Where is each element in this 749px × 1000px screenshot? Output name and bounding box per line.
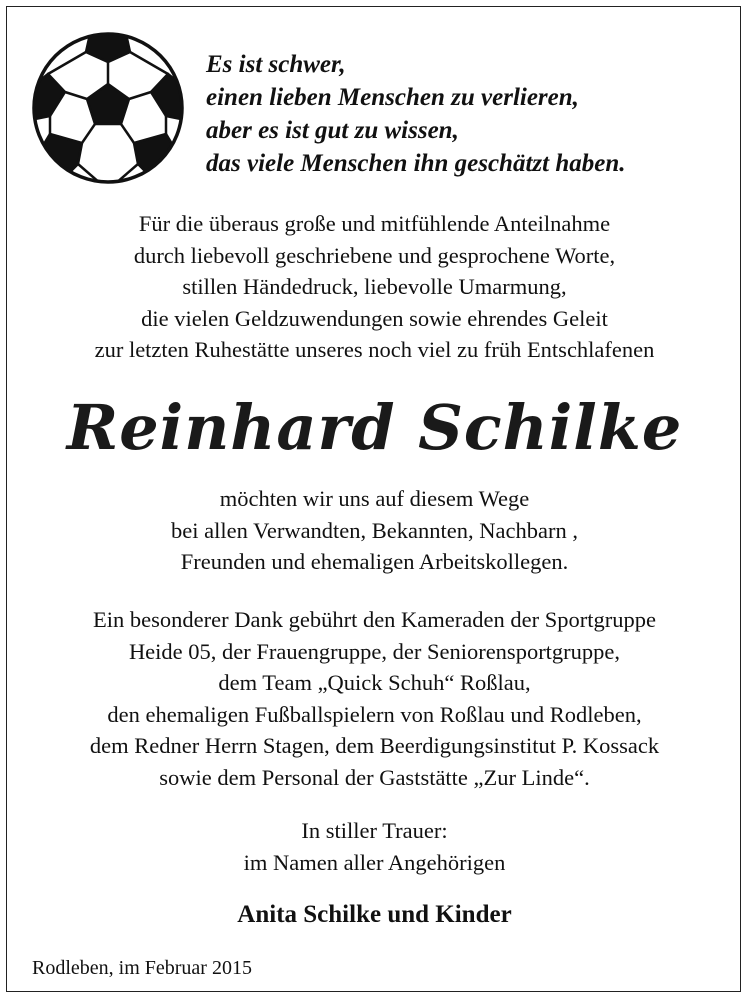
thanks-main-line: bei allen Verwandten, Bekannten, Nachbarn , [171, 517, 578, 543]
thanks-intro [0, 208, 749, 366]
special-thanks [0, 604, 749, 794]
thanks-intro-line: Für die überaus große und mitfühlende Anteilnahme [138, 211, 611, 236]
memorial-poem [206, 48, 625, 180]
deceased-name: Reinhard Schilke [66, 391, 683, 464]
special-thanks-line: dem Team „Quick Schuh“ Roßlau, [218, 670, 531, 696]
special-thanks-line: Heide 05, der Frauengruppe, der Seniorensportgruppe, [128, 638, 621, 664]
mourning-line: im Namen aller Angehörigen [243, 849, 506, 875]
special-thanks-line: Ein besonderer Dank gebührt den Kameraden der Sportgruppe [93, 607, 656, 632]
thanks-main [0, 483, 749, 578]
mourning-note [0, 815, 749, 878]
soccer-ball-icon [30, 30, 186, 186]
thanks-main-line: Freunden und ehemaligen Arbeitskollegen. [180, 549, 569, 575]
poem-line: einen lieben Menschen zu verlieren, [206, 84, 579, 111]
thanks-intro-line: durch liebevoll geschriebene und gesprochene Worte, [133, 242, 616, 268]
special-thanks-line: den ehemaligen Fußballspielern von Roßlau und Rodleben, [107, 701, 642, 727]
poem-line: aber es ist gut zu wissen, [206, 117, 459, 144]
poem-line: Es ist schwer, [206, 51, 346, 78]
mourning-line: In stiller Trauer: [301, 818, 448, 843]
thanks-main-line: möchten wir uns auf diesem Wege [219, 486, 530, 511]
special-thanks-line: dem Redner Herrn Stagen, dem Beerdigungsinstitut P. Kossack [89, 733, 660, 759]
thanks-intro-line: die vielen Geldzuwendungen sowie ehrendes Geleit [141, 305, 608, 331]
thanks-intro-line: stillen Händedruck, liebevolle Umarmung, [182, 274, 567, 300]
poem-line: das viele Menschen ihn geschätzt haben. [206, 150, 626, 177]
special-thanks-line: sowie dem Personal der Gaststätte „Zur Linde“. [159, 764, 590, 790]
thanks-intro-line: zur letzten Ruhestätte unseres noch viel zu früh Entschlafenen [94, 337, 655, 363]
place-date: Rodleben, im Februar 2015 [32, 957, 252, 979]
signature: Anita Schilke und Kinder [237, 901, 512, 928]
